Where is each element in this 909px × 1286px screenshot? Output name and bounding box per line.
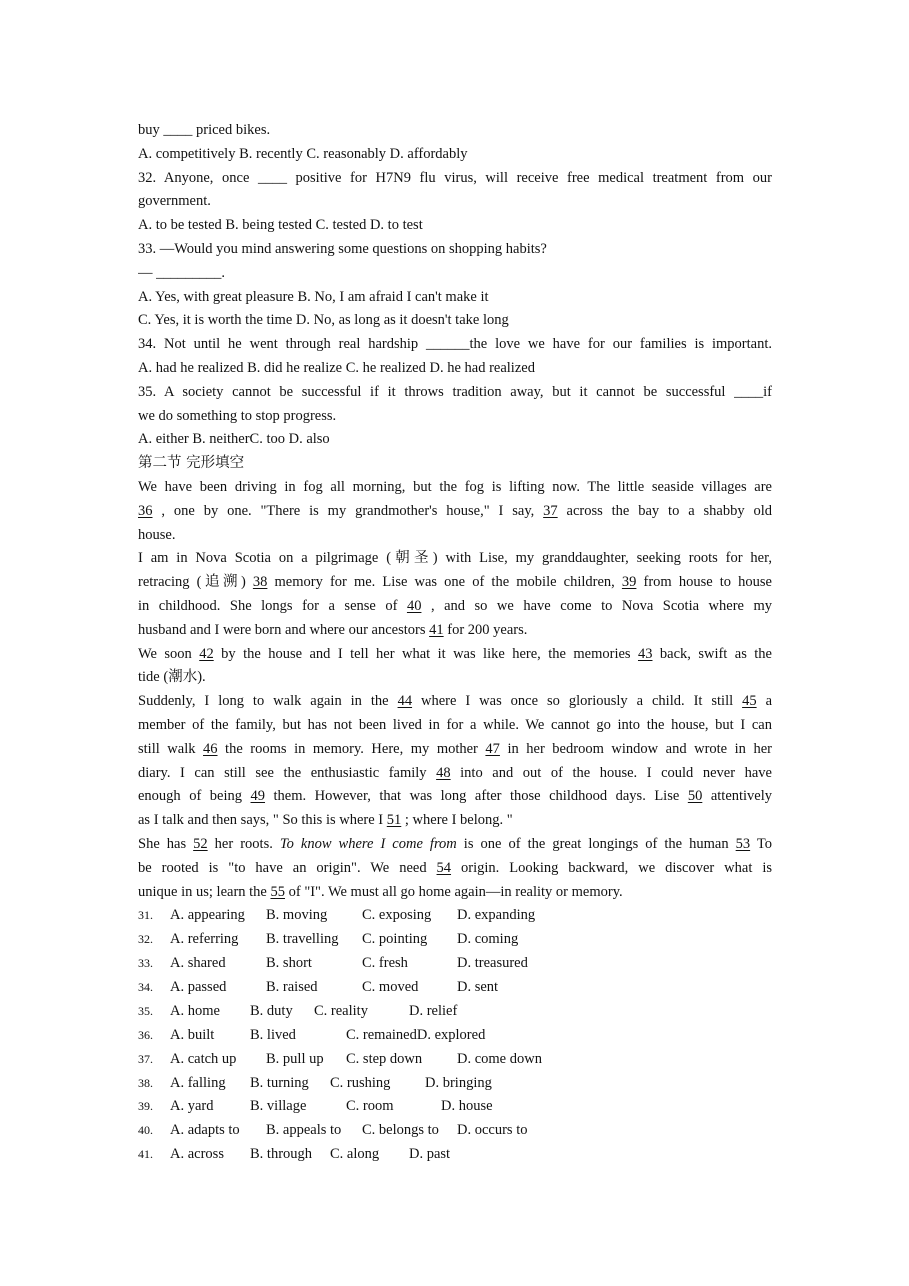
passage-line: I am in Nova Scotia on a pilgrimage (朝圣) with Lise, my granddaughter, seeking roots for her, <box>138 550 772 567</box>
option-row <box>138 952 772 976</box>
option-row <box>138 1072 772 1096</box>
option-number: 31. <box>138 908 153 923</box>
blank-38: 38 <box>252 574 268 591</box>
option-b: B. through <box>250 1146 313 1163</box>
blank-53: 53 <box>735 835 751 852</box>
q32-text-1: 32. Anyone, once ____ positive for H7N9 flu virus, will receive free medical treatment from our <box>138 169 772 186</box>
option-d: D. past <box>409 1146 451 1163</box>
q31-text: buy ____ priced bikes. <box>138 122 271 138</box>
option-a: A. yard <box>170 1098 214 1115</box>
option-a: A. catch up <box>170 1050 237 1067</box>
q33-options-2: C. Yes, it is worth the time D. No, as long as it doesn't take long <box>138 312 509 329</box>
option-number: 38. <box>138 1075 153 1090</box>
blank-41: 41 <box>429 621 444 638</box>
option-b: B. travelling <box>266 931 339 948</box>
blank-45: 45 <box>742 693 757 710</box>
passage-line: house. <box>138 526 176 543</box>
option-row <box>138 1048 772 1072</box>
option-b: B. short <box>266 955 312 972</box>
option-row <box>138 1119 772 1143</box>
option-a: A. referring <box>170 931 239 948</box>
q31-options: A. competitively B. recently C. reasonably D. affordably <box>138 145 468 162</box>
option-c: C. room <box>346 1098 394 1115</box>
option-a: A. falling <box>170 1074 226 1091</box>
option-c: C. fresh <box>362 955 408 972</box>
q35-options: A. either B. neitherC. too D. also <box>138 431 330 448</box>
q32-options: A. to be tested B. being tested C. tested D. to test <box>138 217 423 234</box>
option-b: B. raised <box>266 978 318 995</box>
passage-line: diary. I can still see the enthusiastic family 48 into and out of the house. I could never have <box>138 764 772 781</box>
passage-line: Suddenly, I long to walk again in the 44 where I was once so gloriously a child. It still 45 a <box>138 693 772 710</box>
blank-36: 36 <box>138 502 153 519</box>
blank-42: 42 <box>199 645 214 662</box>
option-d: D. bringing <box>425 1074 492 1091</box>
option-c: C. reality <box>314 1002 368 1019</box>
blank-47: 47 <box>485 740 500 757</box>
passage-line: husband and I were born and where our ancestors 41 for 200 years. <box>138 621 528 638</box>
option-c: C. pointing <box>362 931 428 948</box>
q35-text-2: we do something to stop progress. <box>138 407 337 424</box>
option-a: A. passed <box>170 978 227 995</box>
option-number: 35. <box>138 1003 153 1018</box>
option-number: 39. <box>138 1099 153 1114</box>
option-row <box>138 1143 772 1167</box>
passage-line: still walk 46 the rooms in memory. Here, my mother 47 in her bedroom window and wrote in her <box>138 740 772 757</box>
option-row <box>138 976 772 1000</box>
option-a: A. appearing <box>170 907 245 924</box>
option-b: B. moving <box>266 907 328 924</box>
blank-46: 46 <box>203 740 218 757</box>
italic-phrase: To know where I come from <box>279 835 457 852</box>
passage-line: We soon 42 by the house and I tell her what it was like here, the memories 43 back, swift as the <box>138 645 772 662</box>
passage-line: enough of being 49 them. However, that was long after those childhood days. Lise 50 attentively <box>138 788 772 805</box>
passage-line: be rooted is "to have an origin". We need 54 origin. Looking backward, we discover what is <box>138 859 772 876</box>
blank-48: 48 <box>436 764 451 781</box>
option-row <box>138 1000 772 1024</box>
option-number: 40. <box>138 1123 153 1138</box>
option-d: D. come down <box>457 1050 542 1067</box>
option-d: D. sent <box>457 978 499 995</box>
passage-line: 36 , one by one. "There is my grandmother's house," I say, 37 across the bay to a shabby old <box>138 502 772 519</box>
q32-text-2: government. <box>138 193 211 210</box>
option-d: D. expanding <box>457 907 536 924</box>
option-d: D. house <box>441 1098 493 1115</box>
option-c: C. belongs to <box>362 1122 439 1139</box>
option-c: C. moved <box>362 978 419 995</box>
option-row <box>138 1024 772 1048</box>
q35-text-1: 35. A society cannot be successful if it throws tradition away, but it cannot be successful ____if <box>138 383 772 400</box>
option-c: C. along <box>330 1146 380 1163</box>
option-a: A. adapts to <box>170 1122 240 1139</box>
option-number: 34. <box>138 979 153 994</box>
option-a: A. across <box>170 1146 224 1163</box>
option-c: C. step down <box>346 1050 423 1067</box>
blank-44: 44 <box>397 693 413 710</box>
option-b: B. appeals to <box>266 1122 342 1139</box>
blank-50: 50 <box>687 788 703 805</box>
option-c: C. exposing <box>362 907 432 924</box>
passage-line: member of the family, but has not been lived in for a while. We cannot go into the house, but I can <box>138 716 772 733</box>
option-number: 37. <box>138 1051 153 1066</box>
section-title: 第二节 完形填空 <box>138 455 245 472</box>
option-b: B. pull up <box>266 1050 324 1067</box>
passage-line: unique in us; learn the 55 of "I". We must all go home again—in reality or memory. <box>138 883 623 900</box>
option-a: A. home <box>170 1002 220 1019</box>
option-b: B. duty <box>250 1002 293 1019</box>
option-row <box>138 904 772 928</box>
q34-options: A. had he realized B. did he realize C. he realized D. he had realized <box>138 359 535 376</box>
option-c: C. remainedD. explored <box>346 1026 486 1043</box>
option-a: A. shared <box>170 955 226 972</box>
passage-line: tide (潮水). <box>138 669 206 686</box>
blank-52: 52 <box>193 835 208 852</box>
passage-line: in childhood. She longs for a sense of 40 , and so we have come to Nova Scotia where my <box>138 597 772 614</box>
option-b: B. lived <box>250 1026 296 1043</box>
q33-reply: — _________. <box>138 264 225 281</box>
option-c: C. rushing <box>330 1074 391 1091</box>
page-content <box>138 119 772 1167</box>
blank-43: 43 <box>637 645 653 662</box>
blank-40: 40 <box>406 597 422 614</box>
option-row <box>138 928 772 952</box>
option-b: B. turning <box>250 1074 309 1091</box>
passage-line: She has 52 her roots. To know where I come from is one of the great longings of the human 53 To <box>138 835 772 852</box>
option-b: B. village <box>250 1098 307 1115</box>
option-d: D. relief <box>409 1002 458 1019</box>
blank-54: 54 <box>436 859 452 876</box>
q33-text: 33. —Would you mind answering some questions on shopping habits? <box>138 240 547 257</box>
option-d: D. coming <box>457 931 519 948</box>
option-number: 32. <box>138 932 153 947</box>
option-number: 33. <box>138 956 153 971</box>
option-number: 41. <box>138 1147 153 1162</box>
options-list <box>138 904 772 1167</box>
option-number: 36. <box>138 1027 153 1042</box>
blank-55: 55 <box>270 883 285 900</box>
blank-39: 39 <box>621 574 637 591</box>
passage-line: retracing (追溯) 38 memory for me. Lise was one of the mobile children, 39 from house to house <box>138 574 772 591</box>
passage-line: We have been driving in fog all morning, but the fog is lifting now. The little seaside villages are <box>138 478 772 495</box>
blank-37: 37 <box>543 502 558 519</box>
option-a: A. built <box>170 1026 215 1043</box>
option-row <box>138 1095 772 1119</box>
blank-51: 51 <box>386 812 402 829</box>
passage-line: as I talk and then says, " So this is where I 51 ; where I belong. " <box>138 812 513 829</box>
q33-options-1: A. Yes, with great pleasure B. No, I am afraid I can't make it <box>138 288 489 305</box>
blank-49: 49 <box>250 788 266 805</box>
q34-text: 34. Not until he went through real hardship ______the love we have for our families is important. <box>138 336 772 353</box>
option-d: D. treasured <box>457 955 528 972</box>
option-d: D. occurs to <box>457 1122 528 1139</box>
